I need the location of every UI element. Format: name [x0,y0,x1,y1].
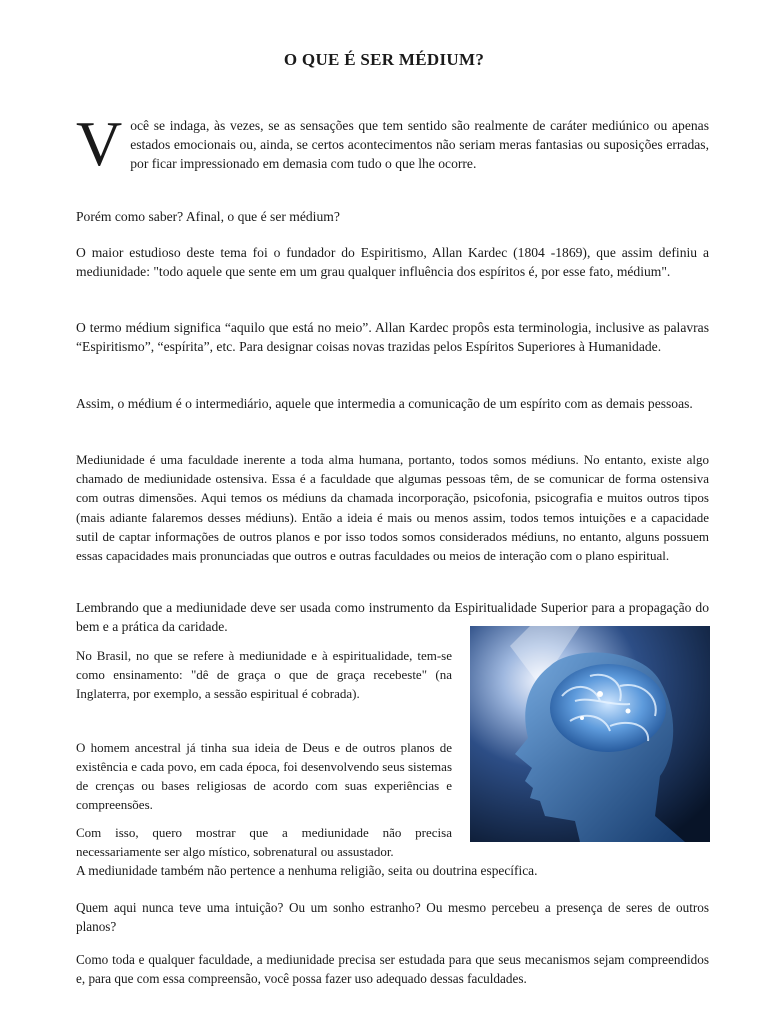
paragraph-intermediary: Assim, o médium é o intermediário, aquele que intermedia a comunicação de um espírito com as demais pessoas. [76,396,693,411]
paragraph-faculdade: Como toda e qualquer faculdade, a mediunidade precisa ser estudada para que seus mecanismos sejam compreendidos e, para que com essa compreensão, você possa fazer uso adequado dessas faculdades. [76,952,709,986]
brain-head-image [470,626,710,842]
paragraph-religiao: A mediunidade também não pertence a nenhuma religião, seita ou doutrina específica. [76,863,538,878]
paragraph-question: Porém como saber? Afinal, o que é ser médium? [76,209,340,224]
page-title: O QUE É SER MÉDIUM? [283,50,485,69]
paragraph-lembrando: Lembrando que a mediunidade deve ser usada como instrumento da Espiritualidade Superior para a propagação do bem e a prática da caridade. [76,600,709,634]
paragraph-ancestral: O homem ancestral já tinha sua ideia de Deus e de outros planos de existência e cada povo, em cada época, foi desenvolvendo seus sistemas de crenças ou bases religiosas de acordo com suas experiências e compreensões. [76,740,452,812]
paragraph-mediunidade: Mediunidade é uma faculdade inerente a toda alma humana, portanto, todos somos médiuns. No entanto, existe algo chamado de mediunidade ostensiva. Essa é a faculdade que algumas pessoas têm, de se comunicar de forma ostensiva com outras dimensões. Aqui temos os médiuns da chamada incorporação, psicofonia, psicografia e muitos outros tipos (mais adiante falaremos desses médiuns). Então a ideia é mais ou menos assim, todos temos intuições e a capacidade sutil de captar informações de outros planos e por isso todos somos considerados médiuns, no entanto, alguns possuem essas capacidades mais pronunciadas que outros e outras faculdades ou meios de interação com o plano espiritual. [76,452,709,564]
drop-cap: V [76,108,123,179]
paragraph-term: O termo médium significa “aquilo que está no meio”. Allan Kardec propôs esta terminologia, inclusive as palavras “Espiritismo”, “espírita”, etc. Para designar coisas novas trazidas pelos Espíritos Superiores à Humanidade. [76,320,709,354]
intro-paragraph [76,108,709,179]
paragraph-brasil: No Brasil, no que se refere à mediunidade e à espiritualidade, tem-se como ensinamento: "dê de graça o que de graça recebeste" (na Inglaterra, por exemplo, a sessão espiritual é cobrada). [76,648,452,701]
intro-text: ocê se indaga, às vezes, se as sensações que tem sentido são realmente de caráter mediúnico ou apenas estados emocionais ou, ainda, se certos acontecimentos não seriam meras fantasias ou suposições erradas, por ficar impressionado em demasia com tudo o que lhe ocorre. [130,118,709,171]
paragraph-intuicao: Quem aqui nunca teve uma intuição? Ou um sonho estranho? Ou mesmo percebeu a presença de seres de outros planos? [76,900,709,934]
paragraph-com-isso: Com isso, quero mostrar que a mediunidade não precisa necessariamente ser algo místico, sobrenatural ou assustador. [76,825,452,859]
paragraph-kardec: O maior estudioso deste tema foi o fundador do Espiritismo, Allan Kardec (1804 -1869), que assim definiu a mediunidade: "todo aquele que sente em um grau qualquer influência dos espíritos é, por esse fato, médium". [76,245,709,279]
